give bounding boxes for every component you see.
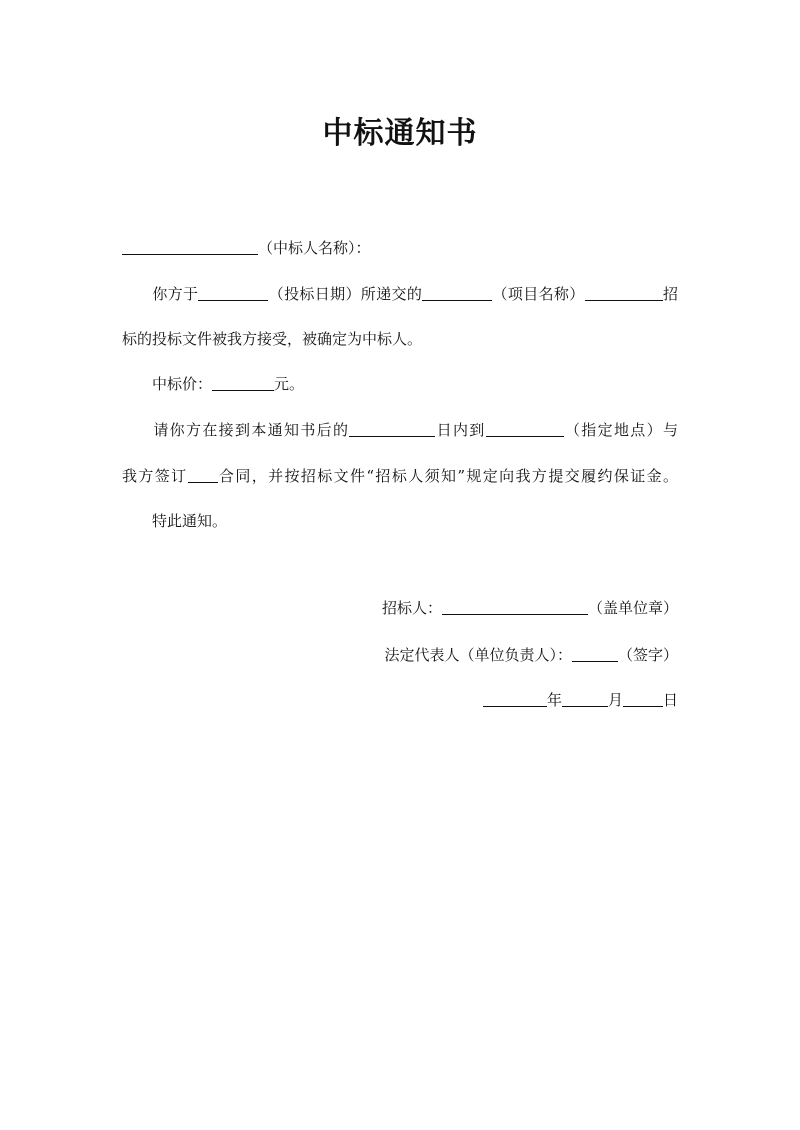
winner-name-blank[interactable] (122, 239, 258, 255)
date-line (122, 690, 678, 710)
paragraph-1-line-2: 标的投标文件被我方接受，被确定为中标人。 (122, 330, 423, 348)
para3-text-5: 合同，并按招标文件“招标人须知”规定向我方提交履约保证金。 (217, 467, 678, 485)
para2-text-2: 元。 (274, 375, 305, 393)
paragraph-2 (122, 374, 678, 394)
days-blank[interactable] (349, 421, 435, 437)
winning-price-blank[interactable] (212, 375, 274, 391)
contract-blank[interactable] (188, 467, 218, 483)
tenderer-label: 招标人： (381, 599, 442, 617)
para3-text-3: （指定地点）与 (563, 421, 678, 439)
para3-text-1: 请你方在接到本通知书后的 (152, 421, 350, 439)
legal-rep-label: 法定代表人（单位负责人）： (384, 646, 572, 664)
day-label: 日 (662, 691, 678, 709)
year-blank[interactable] (483, 691, 547, 707)
para3-text-4: 我方签订 (122, 467, 188, 485)
tenderer-blank[interactable] (442, 599, 588, 615)
tenderer-signature-line (122, 598, 678, 618)
paragraph-3-line-1 (122, 420, 678, 440)
seal-note: （盖单位章） (587, 599, 678, 617)
para1-text-4: 招 (662, 285, 678, 303)
tender-blank[interactable] (585, 285, 663, 301)
paragraph-1-line-1 (122, 284, 678, 304)
project-name-blank[interactable] (422, 285, 492, 301)
document-title: 中标通知书 (322, 116, 478, 151)
sign-note: （签字） (617, 646, 678, 664)
legal-rep-signature-line (122, 645, 678, 665)
closing-line (122, 511, 678, 531)
para2-text-1: 中标价： (152, 375, 213, 393)
para3-text-2: 日内到 (435, 421, 486, 439)
legal-rep-blank[interactable] (572, 646, 618, 662)
addressee-line (122, 238, 678, 258)
closing-text: 特此通知。 (152, 512, 228, 530)
year-label: 年 (546, 691, 562, 709)
paragraph-3-line-2 (122, 466, 678, 486)
location-blank[interactable] (486, 421, 564, 437)
para1-text-3: （项目名称） (492, 285, 585, 303)
addressee-suffix: （中标人名称）： (258, 239, 371, 257)
month-blank[interactable] (562, 691, 608, 707)
month-label: 月 (607, 691, 623, 709)
bid-date-blank[interactable] (198, 285, 268, 301)
para1-text-2: （投标日期）所递交的 (268, 285, 423, 303)
day-blank[interactable] (623, 691, 663, 707)
para1-text-1: 你方于 (152, 285, 199, 303)
